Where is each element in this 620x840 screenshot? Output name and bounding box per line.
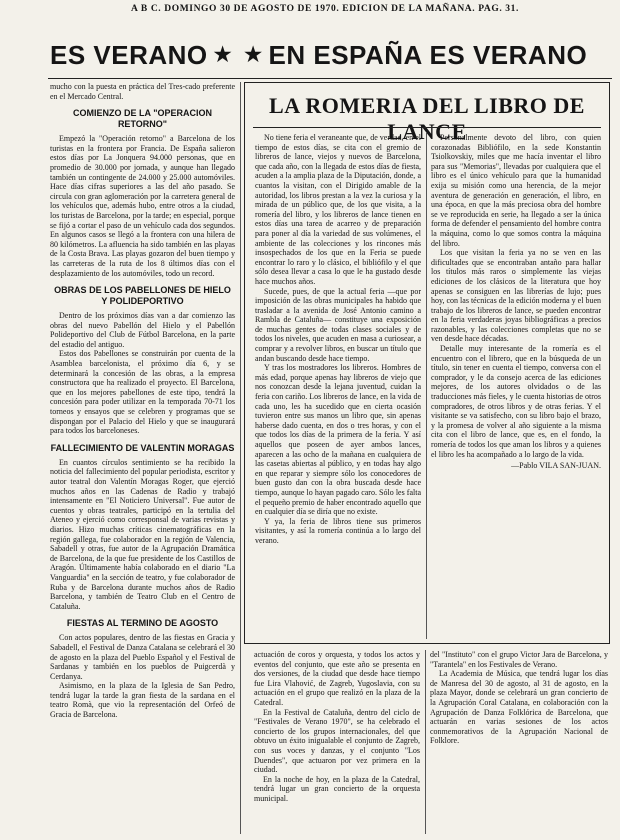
section-heading: FIESTAS AL TERMINO DE AGOSTO xyxy=(66,618,219,629)
paragraph: actuación de coros y orquesta, y todos los actos y eventos del conjunto, que este año se presenta en dos versiones, de la ciudad que desde hace tiempo fue Lira Vlahović, de Zagreb, Yugoslavia, con su actuación en el grupo que realizó en la plaza de la Catedral. xyxy=(254,650,420,707)
left-column xyxy=(50,82,235,834)
running-head: A B C. DOMINGO 30 DE AGOSTO DE 1970. EDICION DE LA MAÑANA. PAG. 31. xyxy=(131,4,519,14)
paragraph: En la Festival de Cataluña, dentro del ciclo de "Festivales de Verano 1970", se ha celebrado el concierto de los grupos internacionales, del que obtuvo un éxito inigualable el conjunto de Zagreb, con sus voces y danzas, y el conjunto "Los Duendes", que actuaron por vez primera en la ciudad. xyxy=(254,707,420,775)
section-heading: OBRAS DE LOS PABELLONES DE HIELO Y POLIDEPORTIVO xyxy=(54,285,231,307)
paragraph: No tiene feria el veraneante que, de verdad, en el tiempo de estos días, se cita con el gremio de libreros de lance, viejos y nuevos de Barcelona, que cada año, con la llegada de estos días de fiesta, acuden a la amplia plaza de la Diputación, donde, a cuantos la visitan, con el Dirigido amable de la autoridad, los libros prestan a la vez la curiosa y la mirada de un público que, de los que visita, a la romería del libro, y los libreros de lance tienen en estos días una tarea de acarreo y de preparación para poner al día la variedad de sus volúmenes, el ambiente de las colecciones y los rincones más insospechados de los que en la Feria se puede encontrar lo raro y lo clásico, el bibliófilo y el que sólo desea llevar a casa lo que le ha gustado desde hace muchos años. xyxy=(255,133,421,286)
paragraph: Los que visitan la feria ya no se ven en las dificultades que se encontraban antaño para hallar los títulos más raros o simplemente las viejas ediciones de los clásicos de la literatura que hoy apenas se consiguen en las librerías de lujo; pues hoy, con las técnicas de la edición moderna y el buen trabajo de los libreros de lance, se pueden encontrar en la feria verdaderas joyas bibliográficas a precios razonables, y las colecciones completas que no se ven desde hace décadas. xyxy=(431,248,601,344)
paragraph: Personalmente devoto del libro, con quien corazonadas Bibliófilo, en la sede Konstantin Tsiolkovskiy, miles que me hacía inventar el libro para sus "Memorias", llevadas por cualquiera que el libro es el único vehículo para que la humanidad exija su misión como una herencia, de la mejor aventura de generación en generación, el libro, en una época, en que la más preciosa obra del hombre se ve reproducida en serie, ha llegado a ser la única forma de defender el pensamiento del hombre contra la máquina, como lo que somos contra la máquina del libro. xyxy=(431,133,601,248)
title-rule xyxy=(253,127,601,128)
header-rule xyxy=(48,78,612,79)
paragraph: Sucede, pues, de que la actual feria —que por imposición de las obras municipales ha habido que trasladar a la avenida de José Antonio camino a Rambla de Cataluña— constituye una exposición de muchas gentes de todas clases sociales y de todos los niveles, que acuden en masa a curiosear, a comprar y a revolver libros, en buscar un título que andan buscando desde hace tiempo. xyxy=(255,286,421,363)
paragraph: La Academia de Música, que tendrá lugar los días de Manresa del 30 de agosto, al 31 de agosto, en la plaza Mayor, donde se celebrará un gran concierto de la Agrupación Coral Catalana, en colaboración con la Agrupación de Danza Folklórica de Barcelona, que actuarán en varias sesiones de los actos conmemorativos de la Agrupación Nacional de Folklore. xyxy=(430,669,608,746)
paragraph: En la noche de hoy, en la plaza de la Catedral, tendrá lugar un gran concierto de la orquesta municipal. xyxy=(254,774,420,803)
author-signature: —Pablo VILA SAN-JUAN. xyxy=(511,461,601,471)
left-intro: mucho con la puesta en práctica del Tres-cado preferente en el Mercado Central. xyxy=(50,82,235,101)
section-banner xyxy=(50,38,610,72)
paragraph: del "Instituto" con el grupo Victor Jara de Barcelona, y "Tarantela" en los Festivales de Verano. xyxy=(430,650,608,669)
paragraph: En cuantos círculos sentimiento se ha recibido la noticia del fallecimiento del popular periodista, escritor y autor teatral don Valentín Moragas Roger, que ejerció muchos años en las Cadenas de Radio y trabajó intensamente en "El Noticiero Universal". Fue autor de cuentos y obras teatrales, participó en la tertulia del Ateneo y ejerció como corresponsal de varias revistas y diarios. Hizo muchas críticas cinematográficas en la región gallega, fue colaborador en la región de Valencia, Sabadell y otras, fue autor de la Agrupación Dramática de Barcelona, de la que fue presidente de los Castillos de Aragón. Últimamente había colaborado en el diario "La Vanguardia" en la sección de teatro, y fue colaborador de Ruba y de Barcelona durante muchos años de Radio Barcelona, y también de Teatro Club en el Centro de Cataluña. xyxy=(50,457,235,611)
feature-column-1 xyxy=(255,133,421,639)
paragraph: Empezó la "Operación retorno" a Barcelona de los turistas en la frontera por Francia. De España salieron estos días por La Jonquera 94.000 personas, que en promedio de 30.000 por jornada, y aunque han llegado también un contingente de 24.000 y 25.000 automóviles. Hace días cifras superiores a las del año pasado. Se circula con gran aglomeración por la carretera general de los vehículos que, además hubo, entre otros a la ciudad, los turistas de Barcelona, por la tarde; en especial, porque se fijó a cortar el paso de un vehículo cada dos segundos. En algunos casos se llegó a la frontera con una hilera de 80 kilómetros. La afluencia ha sido también en las playas de la Costa Brava. Las playas gozaron del buen tiempo y las carreteras de la ruta de los 8 últimos días con el desplazamiento de los automóviles, todo un record. xyxy=(50,134,235,278)
paragraph: Detalle muy interesante de la romería es el encuentro con el librero, que en la búsqueda de un título, sin tener en cuenta el tiempo, conversa con el comprador, y le da consejo acerca de las ediciones mejores, de los autores olvidados o de las traducciones más fieles, y le cuenta historias de otros compradores, de otros libros y de otras ferias. Y el visitante se va satisfecho, con su libro bajo el brazo, y la promesa de volver al año siguiente a la misma cita con el libro de lance, que es, en el fondo, la romería de todos los que aman los libros y a quienes el libro les ha acompañado a lo largo de la vida. xyxy=(431,344,601,459)
feature-box xyxy=(244,82,610,644)
bottom-column-2 xyxy=(430,650,608,834)
feature-column-2 xyxy=(431,133,601,639)
banner-right: EN ESPAÑA ES VERANO xyxy=(268,40,588,70)
feature-title: LA ROMERIA DEL LIBRO DE LANCE xyxy=(269,93,585,144)
section-heading: FALLECIMIENTO DE VALENTIN MORAGAS xyxy=(50,442,235,453)
section-heading: COMIENZO DE LA "OPERACION RETORNO" xyxy=(73,108,212,130)
paragraph: Y ya, la feria de libros tiene sus primeros visitantes, y así la romería continúa a lo largo del verano. xyxy=(255,516,421,545)
paragraph: Dentro de los próximos días van a dar comienzo las obras del nuevo Pabellón del Hielo y el Pabellón Polideportivo del Club de Fútbol Barcelona, en la parte del estadio del antiguo. xyxy=(50,311,235,349)
paragraph: Y tras los mostradores los libreros. Hombres de más edad, porque apenas hay libreros de viejo que nos conozcan desde la lejana juventud, cuidan la feria con cariño. Los libreros de lance, en la vida de cada uno, les ha sucedido que en cierta ocasión tuvieron entre sus manos un libro que, sin apenas haberse dado cuenta, en dos o tres horas, y con el que todos los días de la primera de la feria. Y así aquellos que poseen de ayer ambos lances, aparecen a las ocho de la mañana en cualquiera de las casetas abiertas al público, y en todas hay algo en que reparar y siempre sólo los conocedores de buen gusto dan con la obra buscada desde hace tiempo, aunque lo hayan pagado caro. Sólo les falta el pequeño premio de haber encontrado aquello que en cualquier día se diría que no existe. xyxy=(255,363,421,517)
star-icon: ★ xyxy=(213,44,233,66)
bottom-column-1 xyxy=(254,650,420,834)
banner-left: ES VERANO xyxy=(50,40,208,70)
star-icon: ★ xyxy=(244,44,263,66)
column-divider xyxy=(425,650,426,834)
paragraph: Estos dos Pabellones se construirán por cuenta de la Asamblea barcelonista, el próximo día 6, y se determinará la concesión de las obras, a la empresa constructora que ha realizado el proyecto. El Barcelona, que en los mejores pabellones de este tipo, tendrá la concesión para poder utilizar en la temporada 70-71 los torneos y ensayos que se celebren y programas que se dispongan por el Palacio del Hielo y que se inaugurará para todos los barceloneses. xyxy=(50,349,235,436)
paragraph: Asimismo, en la plaza de la Iglesia de San Pedro, tendrá lugar la tarde la gran fiesta de la sardana en el teatro Romà, que vio la representación del Orfeó de Gracia de Barcelona. xyxy=(50,681,235,720)
column-divider xyxy=(240,82,241,834)
paragraph: Con actos populares, dentro de las fiestas en Gracia y Sabadell, el Festival de Danza Catalana se celebrará el 30 de agosto en la plaza del Pueblo Español y el Festival de Sardanas y también en los pueblos de Puigcerdà y Cerdanya. xyxy=(50,633,235,681)
column-divider xyxy=(426,133,427,639)
